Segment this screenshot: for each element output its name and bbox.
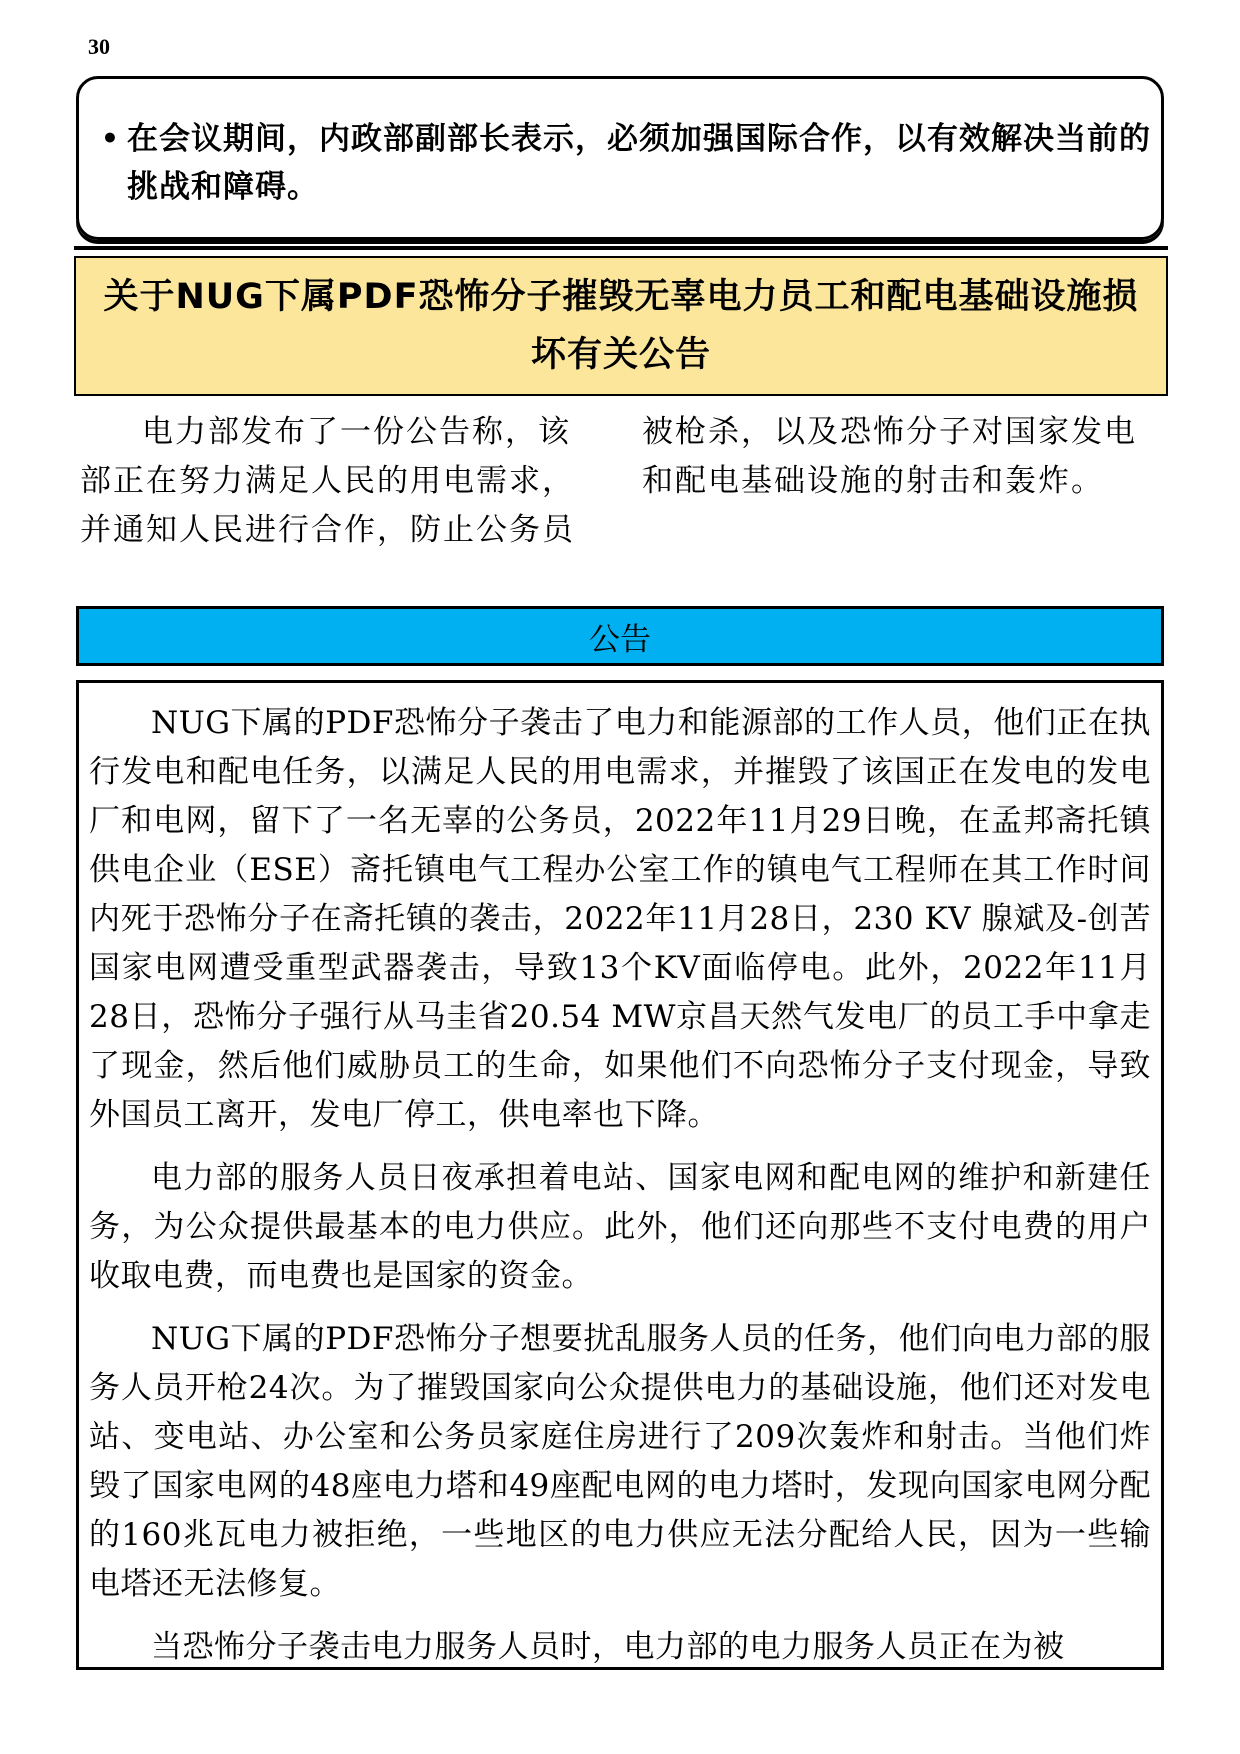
title-box — [74, 256, 1168, 396]
highlight-box — [76, 76, 1164, 240]
paragraph: NUG下属的PDF恐怖分子袭击了电力和能源部的工作人员，他们正在执行发电和配电任务，以满足人民的用电需求，并摧毁了该国正在发电的发电厂和电网，留下了一名无辜的公务员，2022年11月29日晚，在孟邦斋托镇供电企业（ESE）斋托镇电气工程办公室工作的镇电气工程师在其工作时间内死于恐怖分子在斋托镇的袭击，2022年11月28日，230 KV 腺斌及-创苦国家电网遭受重型武器袭击，导致13个KV面临停电。此外，2022年11月28日，恐怖分子强行从马圭省20.54 MW京昌天然气发电厂的员工手中拿走了现金，然后他们威胁员工的生命，如果他们不向恐怖分子支付现金，导致外国员工离开，发电厂停工，供电率也下降。 — [89, 705, 1151, 1133]
announcement-box — [76, 680, 1164, 1670]
paragraph: 当恐怖分子袭击电力服务人员时，电力部的电力服务人员正在为被 — [151, 1629, 1065, 1665]
intro-right-column — [642, 408, 1164, 555]
page-number: 30 — [88, 34, 110, 59]
intro-right-text: 被枪杀，以及恐怖分子对国家发电和配电基础设施的射击和轰炸。 — [642, 414, 1137, 499]
intro-left-column — [80, 408, 602, 555]
bullet-text: 在会议期间，内政部副部长表示，必须加强国际合作，以有效解决当前的挑战和障碍。 — [127, 121, 1151, 205]
intro-left-text: 电力部发布了一份公告称，该部正在努力满足人民的用电需求，并通知人民进行合作，防止公务员 — [80, 414, 575, 548]
divider — [74, 246, 1168, 250]
section-header: 公告 — [76, 606, 1164, 666]
article-title: 关于NUG下属PDF恐怖分子摧毁无辜电力员工和配电基础设施损坏有关公告 — [103, 277, 1139, 375]
bullet-icon: • — [101, 122, 119, 155]
intro-columns — [80, 408, 1164, 555]
paragraph: NUG下属的PDF恐怖分子想要扰乱服务人员的任务，他们向电力部的服务人员开枪24次。为了摧毁国家向公众提供电力的基础设施，他们还对发电站、变电站、办公室和公务员家庭住房进行了209次轰炸和射击。当他们炸毁了国家电网的48座电力塔和49座配电网的电力塔时，发现向国家电网分配的160兆瓦电力被拒绝，一些地区的电力供应无法分配给人民，因为一些输电塔还无法修复。 — [89, 1321, 1151, 1602]
paragraph: 电力部的服务人员日夜承担着电站、国家电网和配电网的维护和新建任务，为公众提供最基本的电力供应。此外，他们还向那些不支付电费的用户收取电费，而电费也是国家的资金。 — [89, 1160, 1151, 1294]
bullet-item — [93, 115, 1151, 211]
